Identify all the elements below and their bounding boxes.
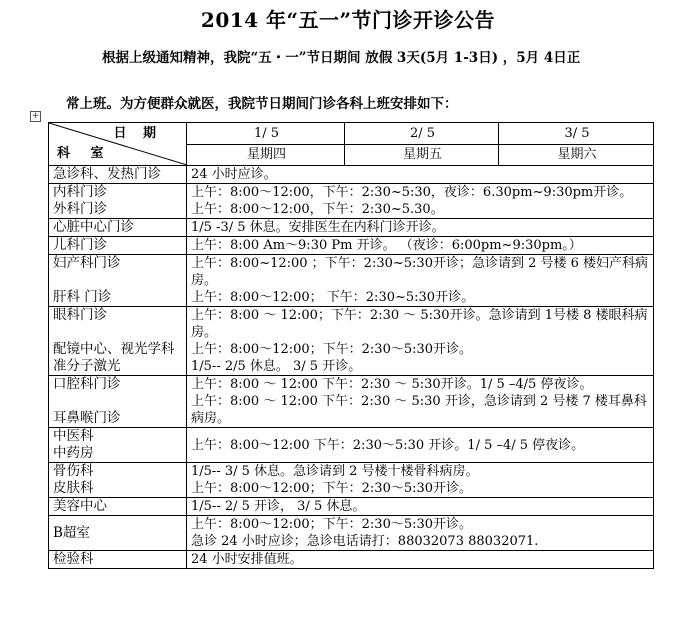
table-row [49,237,654,255]
dept-name: 骨伤科 [53,463,94,479]
schedule-line: 上午：8:00～12:00； 下午：2:30~5:30开诊。 [191,290,475,305]
intro-line-1: 根据上级通知精神，我院“五・一”节日期间 放假 3天(5月 1-3日) ，5月 4日正 [102,50,581,66]
dept-name: 配镜中心、视光学科 [53,341,175,357]
dept-cell [49,551,187,569]
dept-cell [49,166,187,184]
dept-name: 急诊科、发热门诊 [53,166,161,182]
schedule-cell [187,516,654,551]
table-row [49,166,654,184]
schedule-cell [187,551,654,569]
table-row [49,498,654,516]
schedule-line: 上午：8:00～12:00；下午：2:30～5:30开诊。 [191,517,473,532]
dept-name: 妇产科门诊 [53,255,121,271]
header-weekday-1: 星期四 [187,144,345,166]
dept-name: 儿科门诊 [53,237,107,253]
dept-cell [49,516,187,551]
dept-name: 口腔科门诊 [53,376,121,392]
header-diagonal-cell [49,123,187,166]
intro-line-2: 常上班。为方便群众就医，我院节日期间门诊各科上班安排如下： [66,96,458,112]
header-date-label: 日 期 [113,126,162,141]
schedule-line: 上午：8:00～12:00，下午：2:30~5.30。 [191,202,444,217]
dept-cell [49,237,187,255]
header-dept-label: 科 室 [57,146,112,161]
schedule-line: 上午：8:00~12:00 ；下午：2:30~5:30开诊；急诊请到 2 号楼 6 楼妇产科病房。 [191,256,649,288]
schedule-line: 上午：8:00 Am～9:30 Pm 开诊。 （夜诊：6:00pm~9:30pm。） [191,238,582,253]
dept-cell [49,219,187,237]
schedule-line: 1/5 -3/ 5 休息。安排医生在内科门诊开诊。 [191,220,445,235]
table-row [49,219,654,237]
dept-cell [49,376,187,428]
schedule-line: 上午：8:00～12:00；下午：2:30～5:30开诊。 [191,342,473,357]
dept-name: 耳鼻喉门诊 [53,410,121,426]
header-weekday-3: 星期六 [499,144,654,166]
dept-cell [49,463,187,498]
schedule-cell [187,376,654,428]
schedule-cell [187,219,654,237]
schedule-line: 1/5-- 3/ 5 休息。急诊请到 2 号楼十楼骨科病房。 [191,464,479,479]
dept-cell [49,184,187,219]
header-date-2: 2/ 5 [345,123,499,145]
table-row [49,463,654,498]
dept-cell [49,498,187,516]
schedule-cell [187,498,654,516]
dept-name: B超室 [53,524,90,541]
dept-name-blank [53,324,184,341]
table-row [49,551,654,569]
schedule-line: 上午：8:00～12:00；下午：2:30～5:30开诊。 [191,481,473,496]
table-row [49,307,654,376]
dept-name-blank [53,393,184,410]
header-weekday-2: 星期五 [345,144,499,166]
dept-name: 外科门诊 [53,201,107,217]
schedule-line: 24 小时安排值班。 [191,552,303,567]
schedule-cell [187,166,654,184]
schedule-cell [187,184,654,219]
page-title: 2014 年“五一”节门诊开诊公告 [200,8,496,32]
table-row [49,376,654,428]
schedule-cell [187,428,654,463]
schedule-line: 上午：8:00～12:00，下午：2:30~5:30，夜诊：6.30pm~9:30pm开诊。 [191,185,633,200]
dept-name: 皮肤科 [53,480,94,496]
dept-cell [49,307,187,376]
schedule-line: 上午：8:00 ～ 12:00 下午：2:30 ～ 5:30 开诊，急诊请到 2 号楼 7 楼耳鼻科病房。 [191,394,647,426]
schedule-line: 1/5-- 2/ 5 开诊， 3/ 5 休息。 [191,499,366,514]
schedule-line: 上午：8:00 ～ 12:00 下午：2:30 ～ 5:30开诊。1/ 5 –4/5 停夜诊。 [191,377,593,392]
schedule-line: 1/5-- 2/5 休息。 3/ 5 开诊。 [191,359,362,374]
schedule-cell [187,237,654,255]
schedule-cell [187,255,654,307]
schedule-cell [187,463,654,498]
header-date-1: 1/ 5 [187,123,345,145]
table-row [49,184,654,219]
dept-name: 检验科 [53,551,94,567]
dept-name-blank [53,272,184,289]
table-row [49,428,654,463]
schedule-cell [187,307,654,376]
dept-name: 美容中心 [53,498,107,514]
dept-name: 肝科 门诊 [53,289,112,305]
move-handle-icon[interactable]: + [31,111,40,121]
table-row [49,516,654,551]
dept-name: 眼科门诊 [53,307,107,323]
dept-name: 中药房 [53,445,94,461]
schedule-line: 上午：8:00～12:00 下午：2:30～5:30 开诊。1/ 5 –4/ 5 停夜诊。 [191,437,585,453]
schedule-line: 急诊 24 小时应诊；急诊电话请打：88032073 88032071. [191,534,539,549]
table-row [49,255,654,307]
dept-name: 心脏中心门诊 [53,219,134,235]
schedule-line: 上午：8:00 ～ 12:00；下午：2:30 ～ 5:30开诊。急诊请到 1号楼 8 楼眼科病房。 [191,308,648,340]
dept-name: 中医科 [53,428,94,444]
schedule-table [48,122,654,569]
dept-name: 内科门诊 [53,184,107,200]
dept-cell [49,428,187,463]
dept-name: 准分子激光 [53,358,121,374]
dept-cell [49,255,187,307]
schedule-line: 24 小时应诊。 [191,167,277,182]
header-date-3: 3/ 5 [499,123,654,145]
